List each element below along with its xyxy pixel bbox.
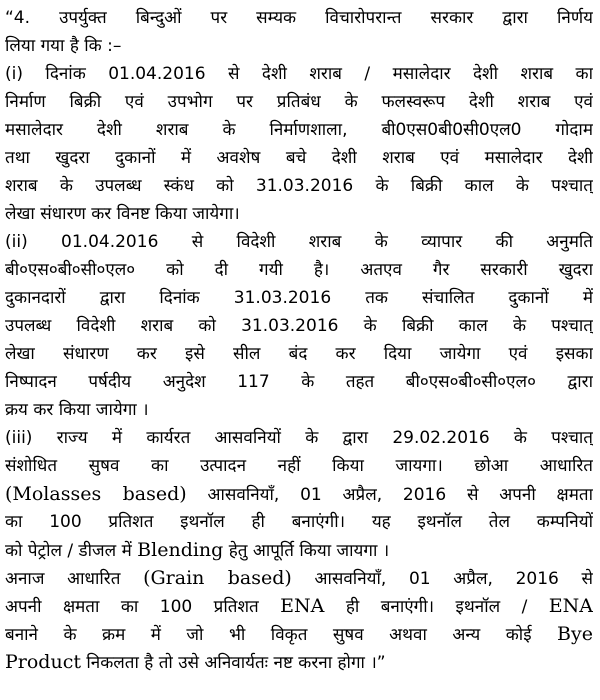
text-segment: आसवनियाँ, 01 अप्रैल, 2016 से अपनी क्षमता: [186, 485, 593, 505]
text-segment: बनाने के क्रम में जो भी विकृत सुषव अथवा अन्य कोई: [5, 625, 558, 645]
heading-line-1: “4. उपर्युक्त बिन्दुओं पर सम्यक विचारोपरान्त सरकार द्वारा निर्णय: [5, 8, 593, 28]
text-segment: अनाज आधारित: [5, 569, 144, 589]
point-iii-line-1: (iii) राज्य में कार्यरत आसवनियों के द्वारा 29.02.2016 के पश्चात्: [5, 428, 593, 448]
point-iii-line-7: [5, 592, 593, 620]
english-term-ena: ENA: [548, 595, 593, 617]
point-ii-line-3: दुकानदारों द्वारा दिनांक 31.03.2016 तक संचालित दुकानों में: [5, 288, 593, 308]
point-i-line-4: तथा खुदरा दुकानों में अवशेष बचे देशी शराब एवं मसालेदार देशी: [5, 148, 593, 168]
text-segment: ही बनाएंगी। इथनॉल /: [324, 597, 549, 617]
english-term-ena: ENA: [280, 595, 325, 617]
point-iii-line-8: [5, 620, 593, 648]
english-term-molasses: (Molasses based): [5, 483, 187, 505]
point-i-line-5: शराब के उपलब्ध स्कंध को 31.03.2016 के बिक्री काल के पश्चात्: [5, 176, 593, 196]
point-ii-line-4: उपलब्ध विदेशी शराब को 31.03.2016 के बिक्री काल के पश्चात्: [5, 316, 593, 336]
point-i-line-2: निर्माण बिक्री एवं उपभोग पर प्रतिबंध के फलस्वरूप देशी शराब एवं: [5, 92, 593, 112]
english-term-bye: Bye: [557, 623, 593, 645]
english-term-product: Product: [5, 651, 81, 673]
point-ii-line-6: निष्पादन पर्षदीय अनुदेश 117 के तहत बी०एस०बी०सी०एल० द्वारा: [5, 372, 593, 392]
heading-line-2: लिया गया है कि :–: [5, 36, 122, 56]
point-iii-line-9: [5, 648, 593, 676]
point-iii-line-2: संशोधित सुषव का उत्पादन नहीं किया जायगा। छोआ आधारित: [5, 456, 593, 476]
english-term-blending: Blending: [137, 539, 224, 561]
text-segment: हेतु आपूर्ति किया जायगा ।: [223, 541, 390, 561]
point-i-line-1: (i) दिनांक 01.04.2016 से देशी शराब / मसालेदार देशी शराब का: [5, 64, 593, 84]
point-iii-line-3: [5, 480, 593, 508]
text-segment: आसवनियाँ, 01 अप्रैल, 2016 से: [291, 569, 593, 589]
point-ii-line-7: क्रय कर किया जायेगा ।: [5, 400, 149, 420]
text-segment: अपनी क्षमता का 100 प्रतिशत: [5, 597, 281, 617]
point-iii-line-5: [5, 536, 593, 564]
text-segment: को पेट्रोल / डीजल में: [5, 541, 138, 561]
english-term-grain: (Grain based): [143, 567, 292, 589]
point-ii-line-2: बी०एस०बी०सी०एल० को दी गयी है। अतएव गैर सरकारी खुदरा: [5, 260, 593, 280]
text-segment: निकलता है तो उसे अनिवार्यतः नष्ट करना होगा ।”: [80, 653, 386, 673]
point-i-line-3: मसालेदार देशी शराब के निर्माणशाला, बी0एस0बी0सी0एल0 गोदाम: [5, 120, 593, 140]
point-iii-line-4: का 100 प्रतिशत इथनॉल ही बनाएंगी। यह इथनॉल तेल कम्पनियों: [5, 512, 593, 532]
point-ii-line-1: (ii) 01.04.2016 से विदेशी शराब के व्यापार की अनुमति: [5, 232, 593, 252]
point-i-line-6: लेखा संधारण कर विनष्ट किया जायेगा।: [5, 204, 240, 224]
point-iii-line-6: [5, 564, 593, 592]
point-ii-line-5: लेखा संधारण कर इसे सील बंद कर दिया जायेगा एवं इसका: [5, 344, 593, 364]
